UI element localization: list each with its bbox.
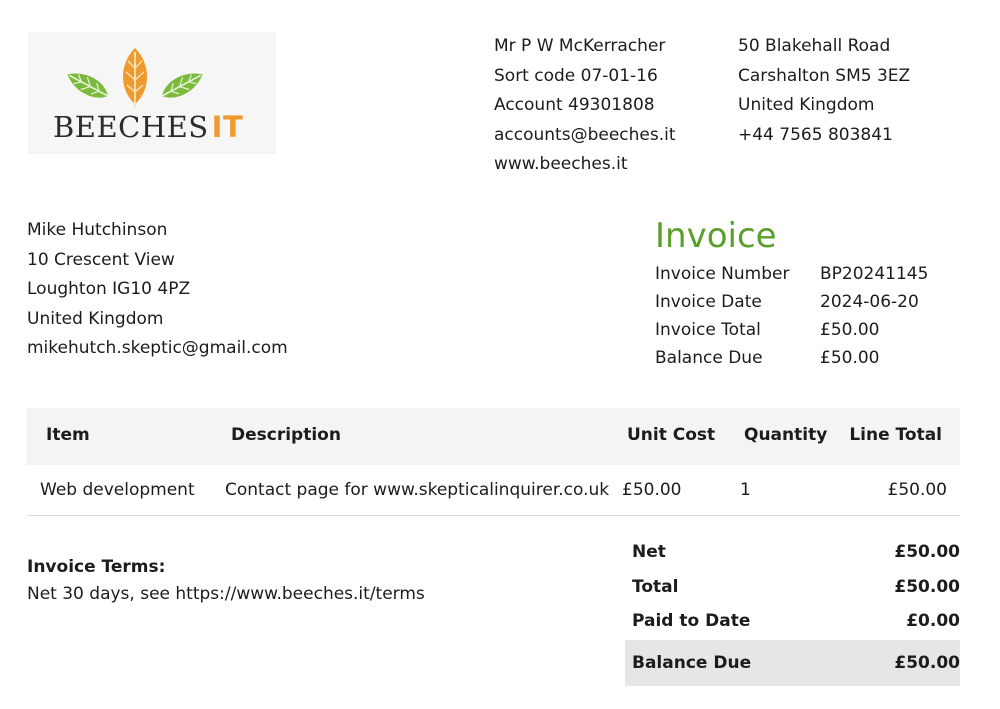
total-row xyxy=(625,570,960,605)
items-table-header xyxy=(27,408,960,465)
company-website[interactable]: www.beeches.it xyxy=(494,154,628,174)
client-country: United Kingdom xyxy=(27,308,164,329)
company-address xyxy=(738,32,910,150)
detail-label: Invoice Total xyxy=(655,320,761,340)
totals-summary xyxy=(625,535,960,686)
summary-label: Net xyxy=(632,542,666,562)
header-quantity: Quantity xyxy=(744,425,828,445)
invoice-details xyxy=(655,260,928,372)
client-name: Mike Hutchinson xyxy=(27,220,168,240)
terms-text: Net 30 days, see https://www.beeches.it/terms xyxy=(27,584,425,604)
paid-to-date-row xyxy=(625,604,960,639)
detail-value: 2024-06-20 xyxy=(820,292,919,312)
header-unit-cost: Unit Cost xyxy=(627,425,716,445)
summary-value: £50.00 xyxy=(894,576,960,597)
header-line-total: Line Total xyxy=(849,425,942,445)
summary-label: Total xyxy=(632,576,679,597)
balance-due-total-row xyxy=(625,640,960,686)
summary-value: £50.00 xyxy=(894,542,960,562)
company-town: Carshalton SM5 3EZ xyxy=(738,65,911,86)
client-street: 10 Crescent View xyxy=(27,249,175,270)
items-table xyxy=(27,408,960,516)
client-details xyxy=(27,216,288,364)
cell-quantity: 1 xyxy=(740,480,751,500)
company-logo xyxy=(28,32,276,154)
sort-code: Sort code 07-01-16 xyxy=(494,65,658,86)
company-email[interactable]: accounts@beeches.it xyxy=(494,124,676,145)
invoice-number-row xyxy=(655,260,928,288)
summary-value: £0.00 xyxy=(906,611,960,631)
terms-title: Invoice Terms: xyxy=(27,557,166,577)
account-number: Account 49301808 xyxy=(494,95,655,115)
detail-label: Balance Due xyxy=(655,348,763,368)
client-email[interactable]: mikehutch.skeptic@gmail.com xyxy=(27,338,288,358)
client-town: Loughton IG10 4PZ xyxy=(27,279,191,299)
company-name: Mr P W McKerracher xyxy=(494,36,666,56)
summary-value: £50.00 xyxy=(894,652,960,673)
company-country: United Kingdom xyxy=(738,95,875,115)
company-details xyxy=(494,32,676,180)
table-row xyxy=(27,465,960,516)
cell-description: Contact page for www.skepticalinquirer.co.uk xyxy=(225,480,610,500)
detail-label: Invoice Number xyxy=(655,264,790,284)
invoice-terms xyxy=(27,555,425,609)
cell-line-total: £50.00 xyxy=(887,480,947,500)
cell-item: Web development xyxy=(40,480,195,500)
summary-label: Paid to Date xyxy=(632,611,751,631)
company-phone: +44 7565 803841 xyxy=(738,124,893,145)
balance-due-row xyxy=(655,344,928,372)
cell-unit-cost: £50.00 xyxy=(622,480,682,500)
invoice-date-row xyxy=(655,288,928,316)
detail-value: BP20241145 xyxy=(820,264,929,284)
invoice-title: Invoice xyxy=(655,216,777,256)
summary-label: Balance Due xyxy=(632,652,752,673)
company-street: 50 Blakehall Road xyxy=(738,36,891,56)
net-row xyxy=(625,535,960,570)
detail-value: £50.00 xyxy=(820,320,880,340)
invoice-total-row xyxy=(655,316,928,344)
detail-label: Invoice Date xyxy=(655,292,762,312)
header-description: Description xyxy=(231,425,341,445)
header-item: Item xyxy=(46,425,90,445)
detail-value: £50.00 xyxy=(820,348,880,368)
logo-wordmark: BEECHES IT xyxy=(53,110,244,144)
